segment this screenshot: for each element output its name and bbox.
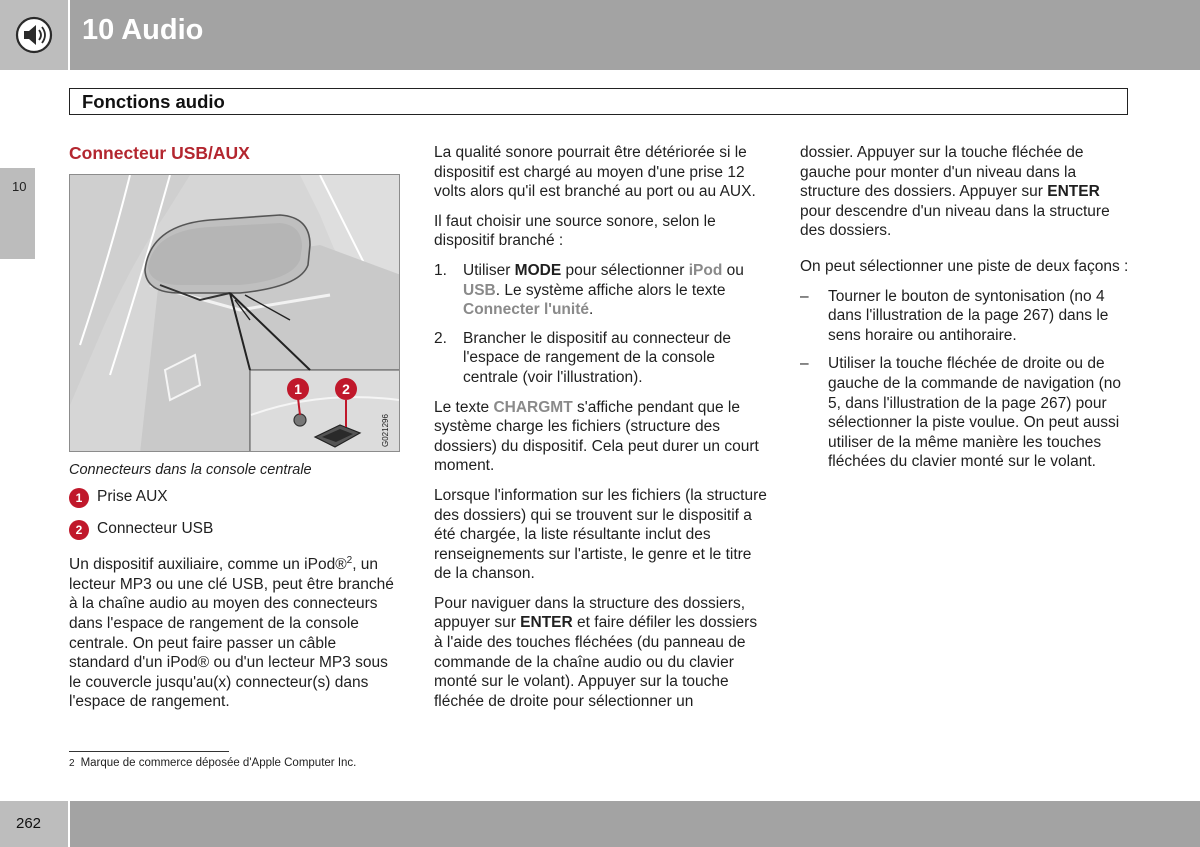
speaker-icon — [15, 16, 53, 54]
paragraph-file-info: Lorsque l'information sur les fichiers (la structure des dossiers) qui se trouvent sur le dispositif a été chargée, la liste résultante inclut des renseignements sur l'artiste, le genre et le titre de la chanson. — [434, 486, 767, 583]
callout-badge-2: 2 — [69, 520, 89, 540]
legend-item — [69, 519, 400, 538]
paragraph-chargmt: Le texte CHARGMT s'affiche pendant que le système charge les fichiers (structure des dossiers) du dispositif. Cela peut durer un court moment. — [434, 398, 759, 475]
footer-bar — [70, 801, 1200, 847]
legend-label: Connecteur USB — [97, 520, 214, 537]
legend-item — [69, 487, 400, 506]
figure-caption: Connecteurs dans la console centrale — [69, 462, 312, 478]
chapter-title: 10 Audio — [82, 14, 204, 46]
header-bar — [70, 0, 1200, 70]
section-title: Fonctions audio — [82, 91, 225, 112]
chargmt-keyword: CHARGMT — [493, 398, 573, 416]
console-drawing — [70, 175, 400, 452]
list-item: – Utiliser la touche fléchée de droite ou de gauche de la commande de navigation (no 5, dans l'illustration de la page 267) pour sélectionner la piste voulue. On peut aussi utiliser de la même manière les touches fléchées du clavier monté sur le volant. — [800, 355, 1121, 471]
callout-1: 1 — [294, 381, 302, 397]
ipod-keyword: iPod — [688, 261, 723, 279]
column-1 — [69, 143, 400, 722]
footnote-rule — [69, 751, 229, 752]
heading-usb-aux: Connecteur USB/AUX — [69, 143, 250, 163]
page-number: 262 — [16, 815, 42, 832]
legend-label: Prise AUX — [97, 488, 168, 505]
steps-list — [434, 261, 768, 388]
callout-2: 2 — [342, 381, 350, 397]
footnote-ref: 2 — [346, 555, 353, 566]
paragraph-navigate: Pour naviguer dans la structure des dossiers, appuyer sur ENTER et faire défiler les dossiers à l'aide des touches fléchées (du panneau de commande de la chaîne audio ou du clavier monté sur le volant). Appuyer sur la touche fléchée de droite pour sélectionner un — [434, 594, 758, 710]
mode-keyword: MODE — [514, 261, 562, 279]
step-item: 2. Brancher le dispositif au connecteur de l'espace de rangement de la console centrale (voir l'illustration). — [434, 329, 731, 386]
paragraph-select-track: On peut sélectionner une piste de deux façons : — [800, 257, 1129, 275]
column-3 — [800, 143, 1133, 481]
usb-keyword: USB — [463, 281, 496, 299]
step-item: 1. Utiliser MODE pour sélectionner iPod ou USB. Le système affiche alors le texte Connecter l'unité. — [434, 261, 744, 319]
enter-keyword: ENTER — [520, 614, 573, 632]
paragraph-aux-device: Un dispositif auxiliaire, comme un iPod®$^2$, un lecteur MP3 ou une clé USB, peut être branché à la chaîne audio au moyen des connecteurs dans l'espace de rangement de la console centrale. On peut faire passer un câble standard d'un iPod® ou d'un lecteur MP3 sous le couvercle jusqu'au(x) connecteur(s) dans l'espace de rangement. — [69, 555, 394, 711]
list-item: – Tourner le bouton de syntonisation (no 4 dans l'illustration de la page 267) dans le sens horaire ou antihoraire. — [800, 287, 1109, 344]
header-icon-box — [0, 0, 68, 70]
callout-badge-1: 1 — [69, 488, 89, 508]
paragraph-folder: dossier. Appuyer sur la touche fléchée de gauche pour monter d'un niveau dans la structure des dossiers. Appuyer sur ENTER pour descendre d'un niveau dans la structure des dossiers. — [800, 144, 1110, 240]
console-illustration — [69, 174, 400, 452]
figure-code: G021296 — [381, 414, 390, 447]
connecter-keyword: Connecter l'unité — [463, 301, 589, 319]
footnote: 2 Marque de commerce déposée d'Apple Computer Inc. — [69, 757, 357, 769]
options-list — [800, 287, 1133, 472]
paragraph-choose-source: Il faut choisir une source sonore, selon le dispositif branché : — [434, 212, 716, 250]
section-header — [69, 88, 1128, 115]
enter-keyword: ENTER — [1047, 183, 1100, 201]
chapter-tab-number: 10 — [12, 179, 27, 194]
column-2 — [434, 143, 768, 721]
paragraph-sound-quality: La qualité sonore pourrait être détériorée si le dispositif est chargé au moyen d'une prise 12 volts alors qu'il est branché au port ou au AUX. — [434, 144, 756, 201]
